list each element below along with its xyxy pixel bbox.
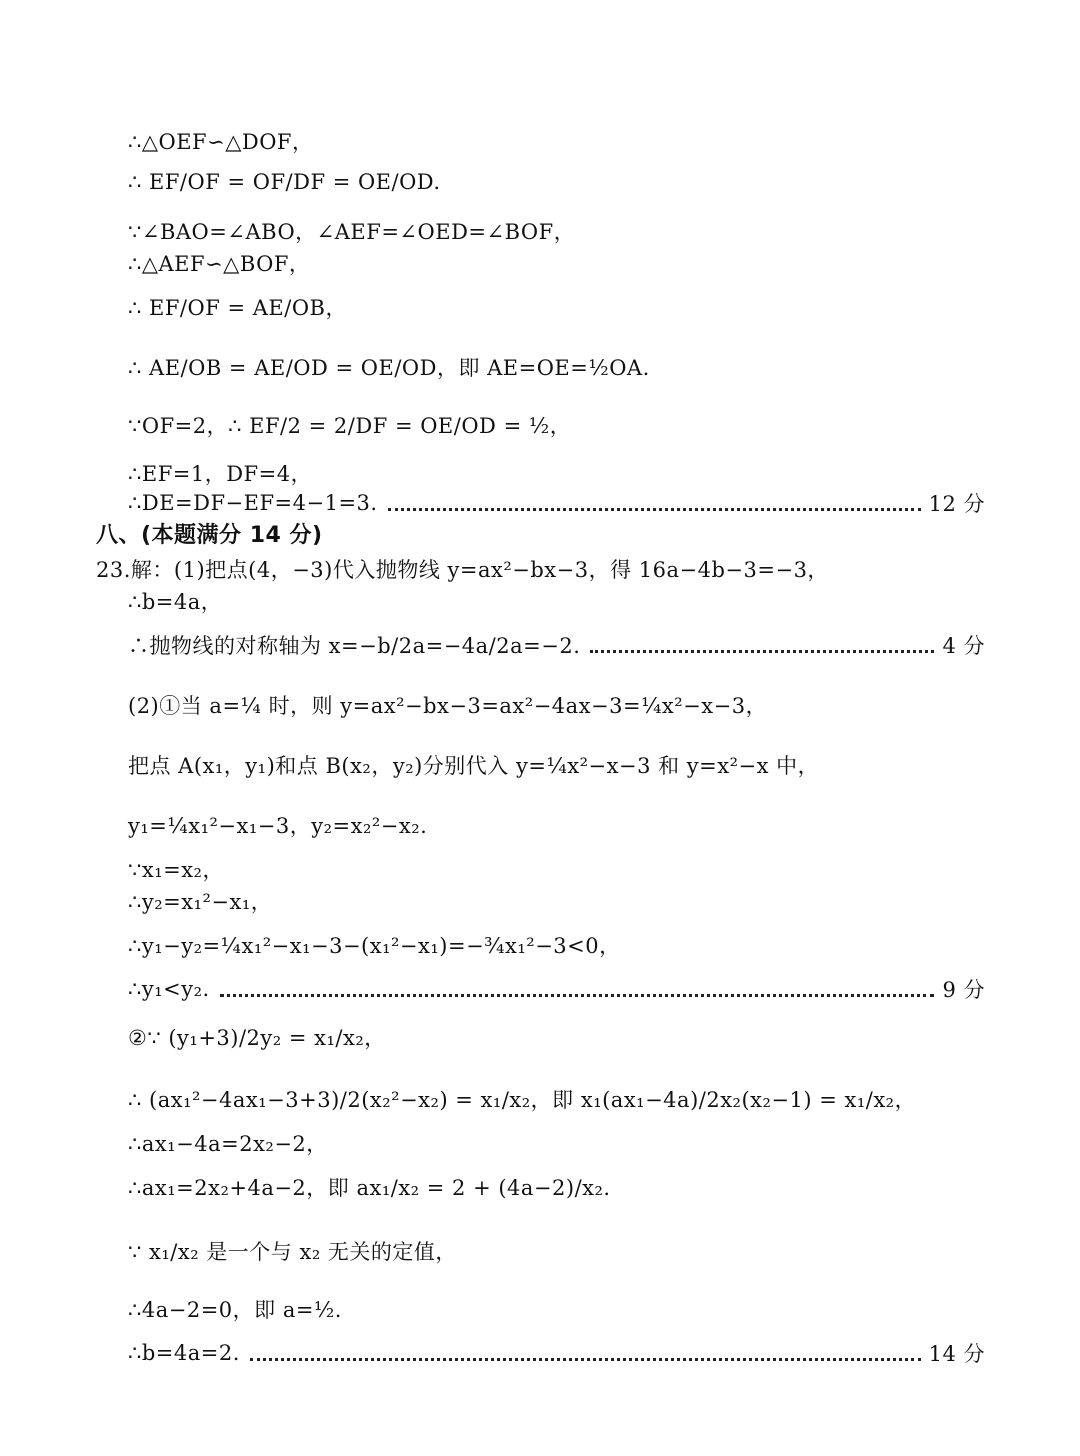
dot-leader xyxy=(220,982,935,997)
score-label: 9 分 xyxy=(942,978,985,1002)
solution-line: ∴△OEF∽△DOF， xyxy=(128,130,314,154)
solution-line: ∴ EF/OF = AE/OB， xyxy=(128,296,347,320)
solution-line: ∴△AEF∽△BOF， xyxy=(128,252,311,276)
solution-line: ∴y₂=x₁²−x₁， xyxy=(128,890,273,914)
solution-line: ∴ AE/OB = AE/OD = OE/OD，即 AE=OE=½OA. xyxy=(128,356,650,380)
solution-line-with-score: ∴抛物线的对称轴为 x=−b/2a=−4a/2a=−2. 4 分 xyxy=(128,630,985,660)
solution-line: (2)①当 a=¼ 时，则 y=ax²−bx−3=ax²−4ax−3=¼x²−x−3， xyxy=(128,694,768,718)
solution-line: 把点 A(x₁，y₁)和点 B(x₂，y₂)分别代入 y=¼x²−x−3 和 y=x²−x 中， xyxy=(128,754,820,778)
solution-line: ∵∠BAO=∠ABO，∠AEF=∠OED=∠BOF， xyxy=(128,220,576,244)
solution-line: ∴y₁−y₂=¼x₁²−x₁−3−(x₁²−x₁)=−¾x₁²−3<0， xyxy=(128,934,621,958)
section-heading: 八、(本题满分 14 分) xyxy=(96,523,323,548)
solution-line-with-score: ∴DE=DF−EF=4−1=3. 12 分 xyxy=(128,488,985,518)
solution-line: ∴ (ax₁²−4ax₁−3+3)/2(x₂²−x₂) = x₁/x₂，即 x₁(ax₁−4a)/2x₂(x₂−1) = x₁/x₂， xyxy=(128,1088,917,1112)
solution-line: y₁=¼x₁²−x₁−3，y₂=x₂²−x₂. xyxy=(128,814,428,838)
score-label: 12 分 xyxy=(928,492,985,516)
score-label: 14 分 xyxy=(928,1342,985,1366)
solution-line: 23.解：(1)把点(4，−3)代入抛物线 y=ax²−bx−3，得 16a−4b−3=−3， xyxy=(96,558,829,582)
solution-line-with-score: ∴y₁<y₂. 9 分 xyxy=(128,974,985,1004)
dot-leader xyxy=(590,638,934,653)
solution-line-with-score: ∴b=4a=2. 14 分 xyxy=(128,1338,985,1368)
solution-line: ∴ax₁=2x₂+4a−2，即 ax₁/x₂ = 2 + (4a−2)/x₂. xyxy=(128,1176,611,1200)
solution-line: ∴ EF/OF = OF/DF = OE/OD. xyxy=(128,170,441,194)
score-label: 4 分 xyxy=(942,634,985,658)
solution-line: ∵x₁=x₂， xyxy=(128,858,224,882)
solution-line: ②∵ (y₁+3)/2y₂ = x₁/x₂， xyxy=(128,1026,386,1050)
solution-line: ∵ x₁/x₂ 是一个与 x₂ 无关的定值， xyxy=(128,1240,457,1264)
dot-leader xyxy=(250,1346,921,1361)
solution-line: ∴EF=1，DF=4， xyxy=(128,462,313,486)
solution-line: ∴ax₁−4a=2x₂−2， xyxy=(128,1132,328,1156)
solution-line: ∴b=4a， xyxy=(128,590,223,614)
solution-line: ∵OF=2，∴ EF/2 = 2/DF = OE/OD = ½， xyxy=(128,414,572,438)
dot-leader xyxy=(388,496,921,511)
solution-line: ∴4a−2=0，即 a=½. xyxy=(128,1298,342,1322)
